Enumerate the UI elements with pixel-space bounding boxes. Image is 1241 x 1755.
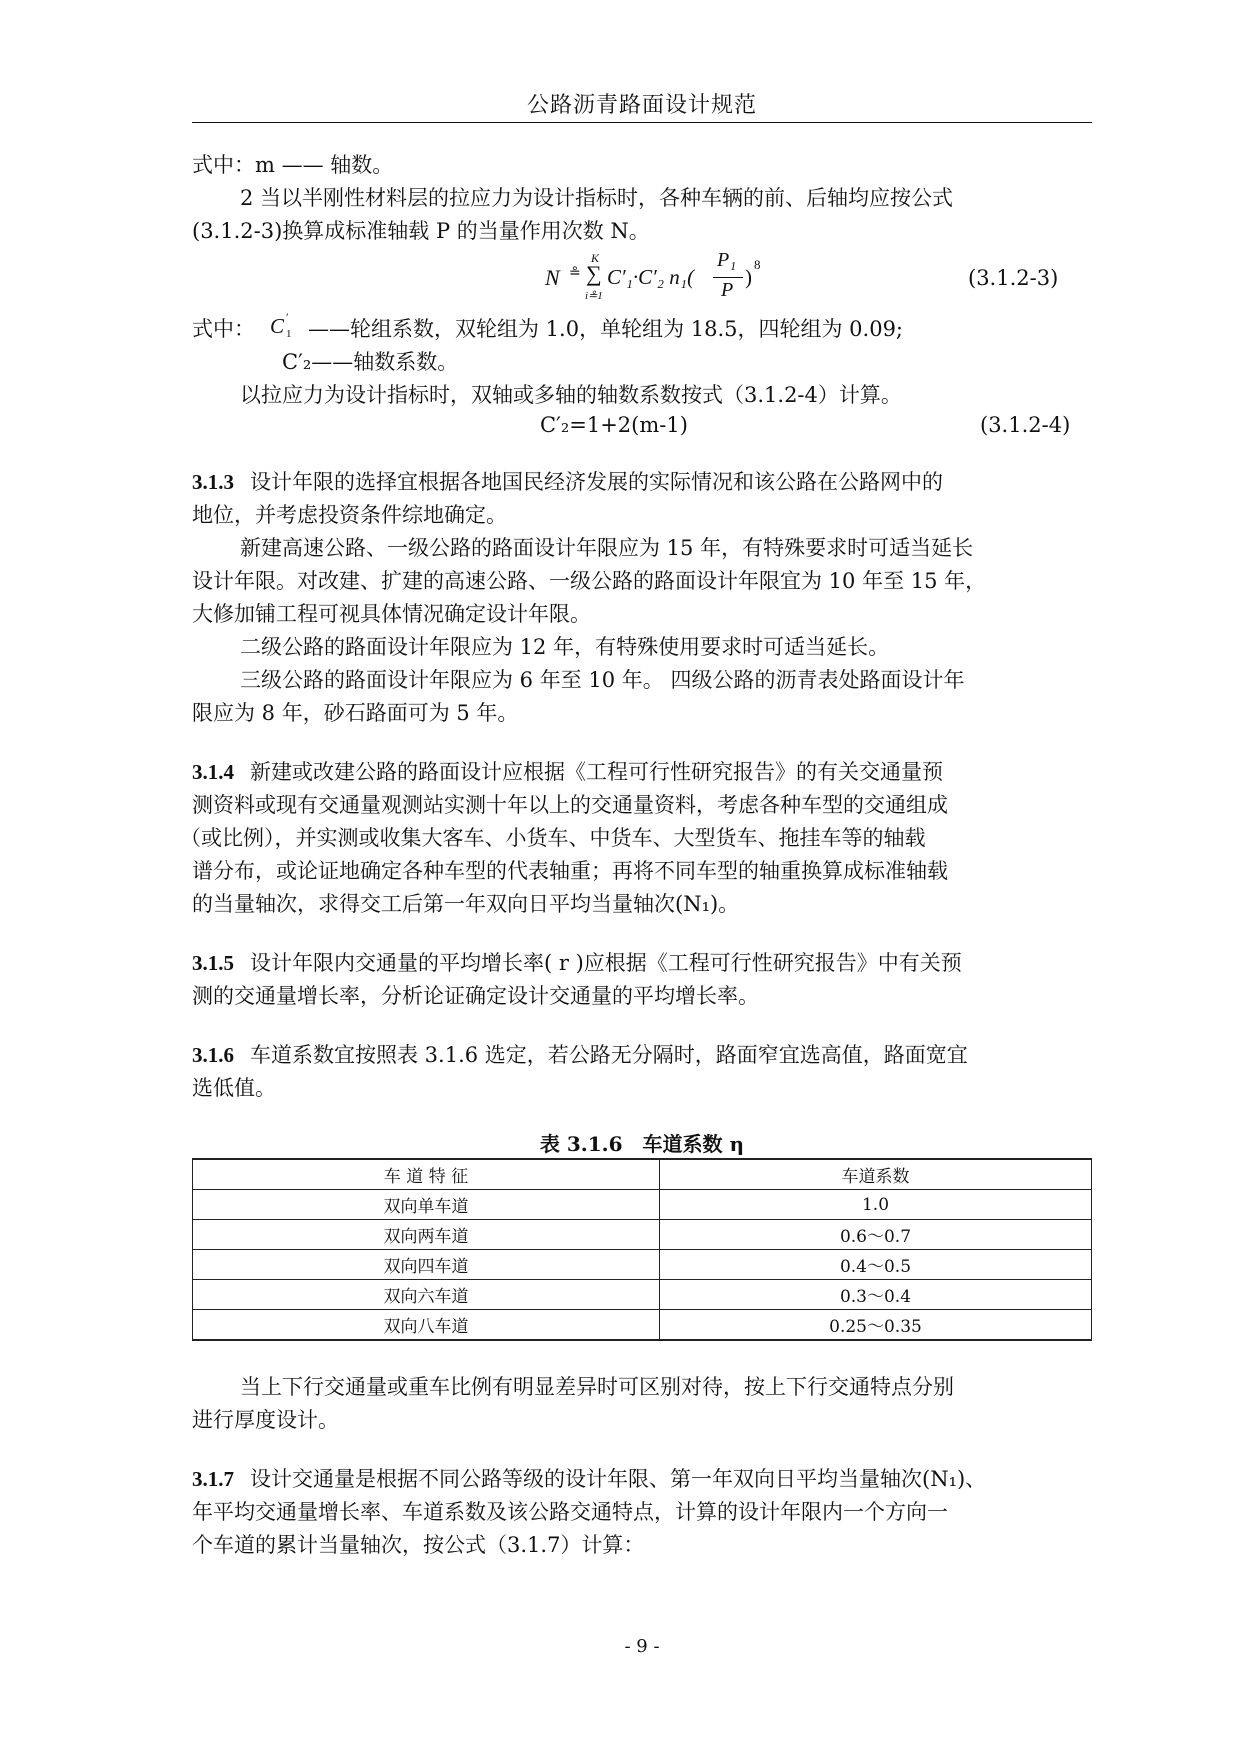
text-line: 选低值。 <box>192 1076 276 1100</box>
section-number: 3.1.7 <box>192 1467 234 1491</box>
table-cell: 0.25～0.35 <box>660 1310 1092 1341</box>
formula-symbol: P₁ <box>717 249 737 271</box>
lane-coefficient-table <box>192 1158 1092 1341</box>
column-header: 车道系数 <box>660 1159 1092 1190</box>
formula-symbol: ′ <box>286 310 289 324</box>
table-cell: 双向单车道 <box>193 1190 660 1220</box>
paragraph-3-1-5 <box>192 948 962 978</box>
formula-symbol: ≗ <box>569 266 581 281</box>
formula-3-1-2-4: C′₂=1+2(m-1) <box>540 413 688 437</box>
table-header-row <box>193 1159 1092 1190</box>
paragraph-3-1-7 <box>192 1464 986 1494</box>
fraction-bar <box>713 277 743 278</box>
formula-symbol: 8 <box>754 257 761 272</box>
text-line: 大修加铺工程可视具体情况确定设计年限。 <box>192 602 591 626</box>
formula-symbol: 1 <box>286 328 292 340</box>
text-line: 式中： <box>192 317 255 341</box>
header-rule <box>192 122 1092 123</box>
text-line: 限应为 8 年，砂石路面可为 5 年。 <box>192 701 519 725</box>
table-cell: 双向六车道 <box>193 1280 660 1310</box>
paragraph-3-1-4 <box>192 757 943 787</box>
sum-symbol: ∑ <box>586 261 602 286</box>
c1-symbol <box>270 312 296 344</box>
text-line: 设计年限内交通量的平均增长率( r )应根据《工程可行性研究报告》中有关预 <box>250 951 962 975</box>
formula-symbol: P <box>721 279 734 301</box>
text-line: 2 当以半刚性材料层的拉应力为设计指标时，各种车辆的前、后轴均应按公式 <box>240 186 954 210</box>
formula-symbol: C <box>270 314 285 338</box>
text-line: 测的交通量增长率，分析论证确定设计交通量的平均增长率。 <box>192 984 759 1008</box>
table-row <box>193 1250 1092 1280</box>
text-line: 新建高速公路、一级公路的路面设计年限应为 15 年，有特殊要求时可适当延长 <box>240 536 974 560</box>
text-line: 二级公路的路面设计年限应为 12 年，有特殊使用要求时可适当延长。 <box>240 635 890 659</box>
section-number: 3.1.5 <box>192 951 234 975</box>
text-line: 设计年限。对改建、扩建的高速公路、一级公路的路面设计年限宜为 10 年至 15 年， <box>192 569 987 593</box>
table-cell: 0.4～0.5 <box>660 1250 1092 1280</box>
table-cell: 双向八车道 <box>193 1310 660 1341</box>
text-line: (3.1.2-3)换算成标准轴载 P 的当量作用次数 N。 <box>192 219 650 243</box>
section-number: 3.1.6 <box>192 1043 234 1067</box>
table-cell: 0.6～0.7 <box>660 1220 1092 1250</box>
paragraph-3-1-6 <box>192 1040 968 1070</box>
table-cell: 双向四车道 <box>193 1250 660 1280</box>
formula-symbol: i≗1 <box>585 290 603 302</box>
text-line: 谱分布，或论证地确定各种车型的代表轴重；再将不同车型的轴重换算成标准轴载 <box>192 859 948 883</box>
text-line: 进行厚度设计。 <box>192 1408 339 1432</box>
table-cell: 1.0 <box>660 1190 1092 1220</box>
formula-symbol: N <box>545 265 560 290</box>
text-line: 测资料或现有交通量观测站实测十年以上的交通量资料，考虑各种车型的交通组成 <box>192 793 948 817</box>
section-number: 3.1.3 <box>192 470 234 494</box>
text-line: 三级公路的路面设计年限应为 6 年至 10 年。 四级公路的沥青表处路面设计年 <box>240 668 965 692</box>
section-number: 3.1.4 <box>192 760 234 784</box>
text-line: 个车道的累计当量轴次，按公式（3.1.7）计算： <box>192 1533 645 1557</box>
table-title: 表 3.1.6 车道系数 η <box>539 1132 745 1156</box>
text-line: 年平均交通量增长率、车道系数及该公路交通特点，计算的设计年限内一个方向一 <box>192 1500 948 1524</box>
text-line: 地位，并考虑投资条件综地确定。 <box>192 503 507 527</box>
text-line: （或比例），并实测或收集大客车、小货车、中货车、大型货车、拖挂车等的轴载 <box>180 826 926 850</box>
text-line: 的当量轴次，求得交工后第一年双向日平均当量轴次(N₁)。 <box>192 892 740 916</box>
paragraph-3-1-3 <box>192 467 943 497</box>
table-row <box>193 1310 1092 1341</box>
formula-symbol: ) <box>745 265 752 289</box>
page-number: - 9 - <box>624 1636 660 1657</box>
text-line: 当上下行交通量或重车比例有明显差异时可区别对待，按上下行交通特点分别 <box>240 1375 954 1399</box>
table-cell: 双向两车道 <box>193 1220 660 1250</box>
equation-number: (3.1.2-4) <box>980 413 1071 437</box>
formula-3-1-2-3 <box>545 249 785 315</box>
text-line: 新建或改建公路的路面设计应根据《工程可行性研究报告》的有关交通量预 <box>250 760 943 784</box>
formula-symbol: C′₁·C′₂ n₁( <box>607 265 695 289</box>
table-row <box>193 1280 1092 1310</box>
table-row <box>193 1220 1092 1250</box>
table-cell: 0.3～0.4 <box>660 1280 1092 1310</box>
text-line: 设计年限的选择宜根据各地国民经济发展的实际情况和该公路在公路网中的 <box>250 470 943 494</box>
table-row <box>193 1190 1092 1220</box>
text-line: 车道系数宜按照表 3.1.6 选定，若公路无分隔时，路面窄宜选高值，路面宽宜 <box>250 1043 968 1067</box>
text-line: 设计交通量是根据不同公路等级的设计年限、第一年双向日平均当量轴次(N₁)、 <box>250 1467 987 1491</box>
text-line: ——轮组系数，双轮组为 1.0，单轮组为 18.5，四轮组为 0.09; <box>308 317 904 341</box>
text-line: 以拉应力为设计指标时，双轴或多轴的轴数系数按式（3.1.2-4）计算。 <box>240 383 902 407</box>
text-line: C′₂——轴数系数。 <box>282 350 459 374</box>
equation-number: (3.1.2-3) <box>968 266 1059 290</box>
text-line: 式中：m —— 轴数。 <box>192 153 394 177</box>
running-header: 公路沥青路面设计规范 <box>526 93 757 118</box>
formula-symbol: K <box>591 251 600 265</box>
column-header: 车 道 特 征 <box>193 1159 660 1190</box>
